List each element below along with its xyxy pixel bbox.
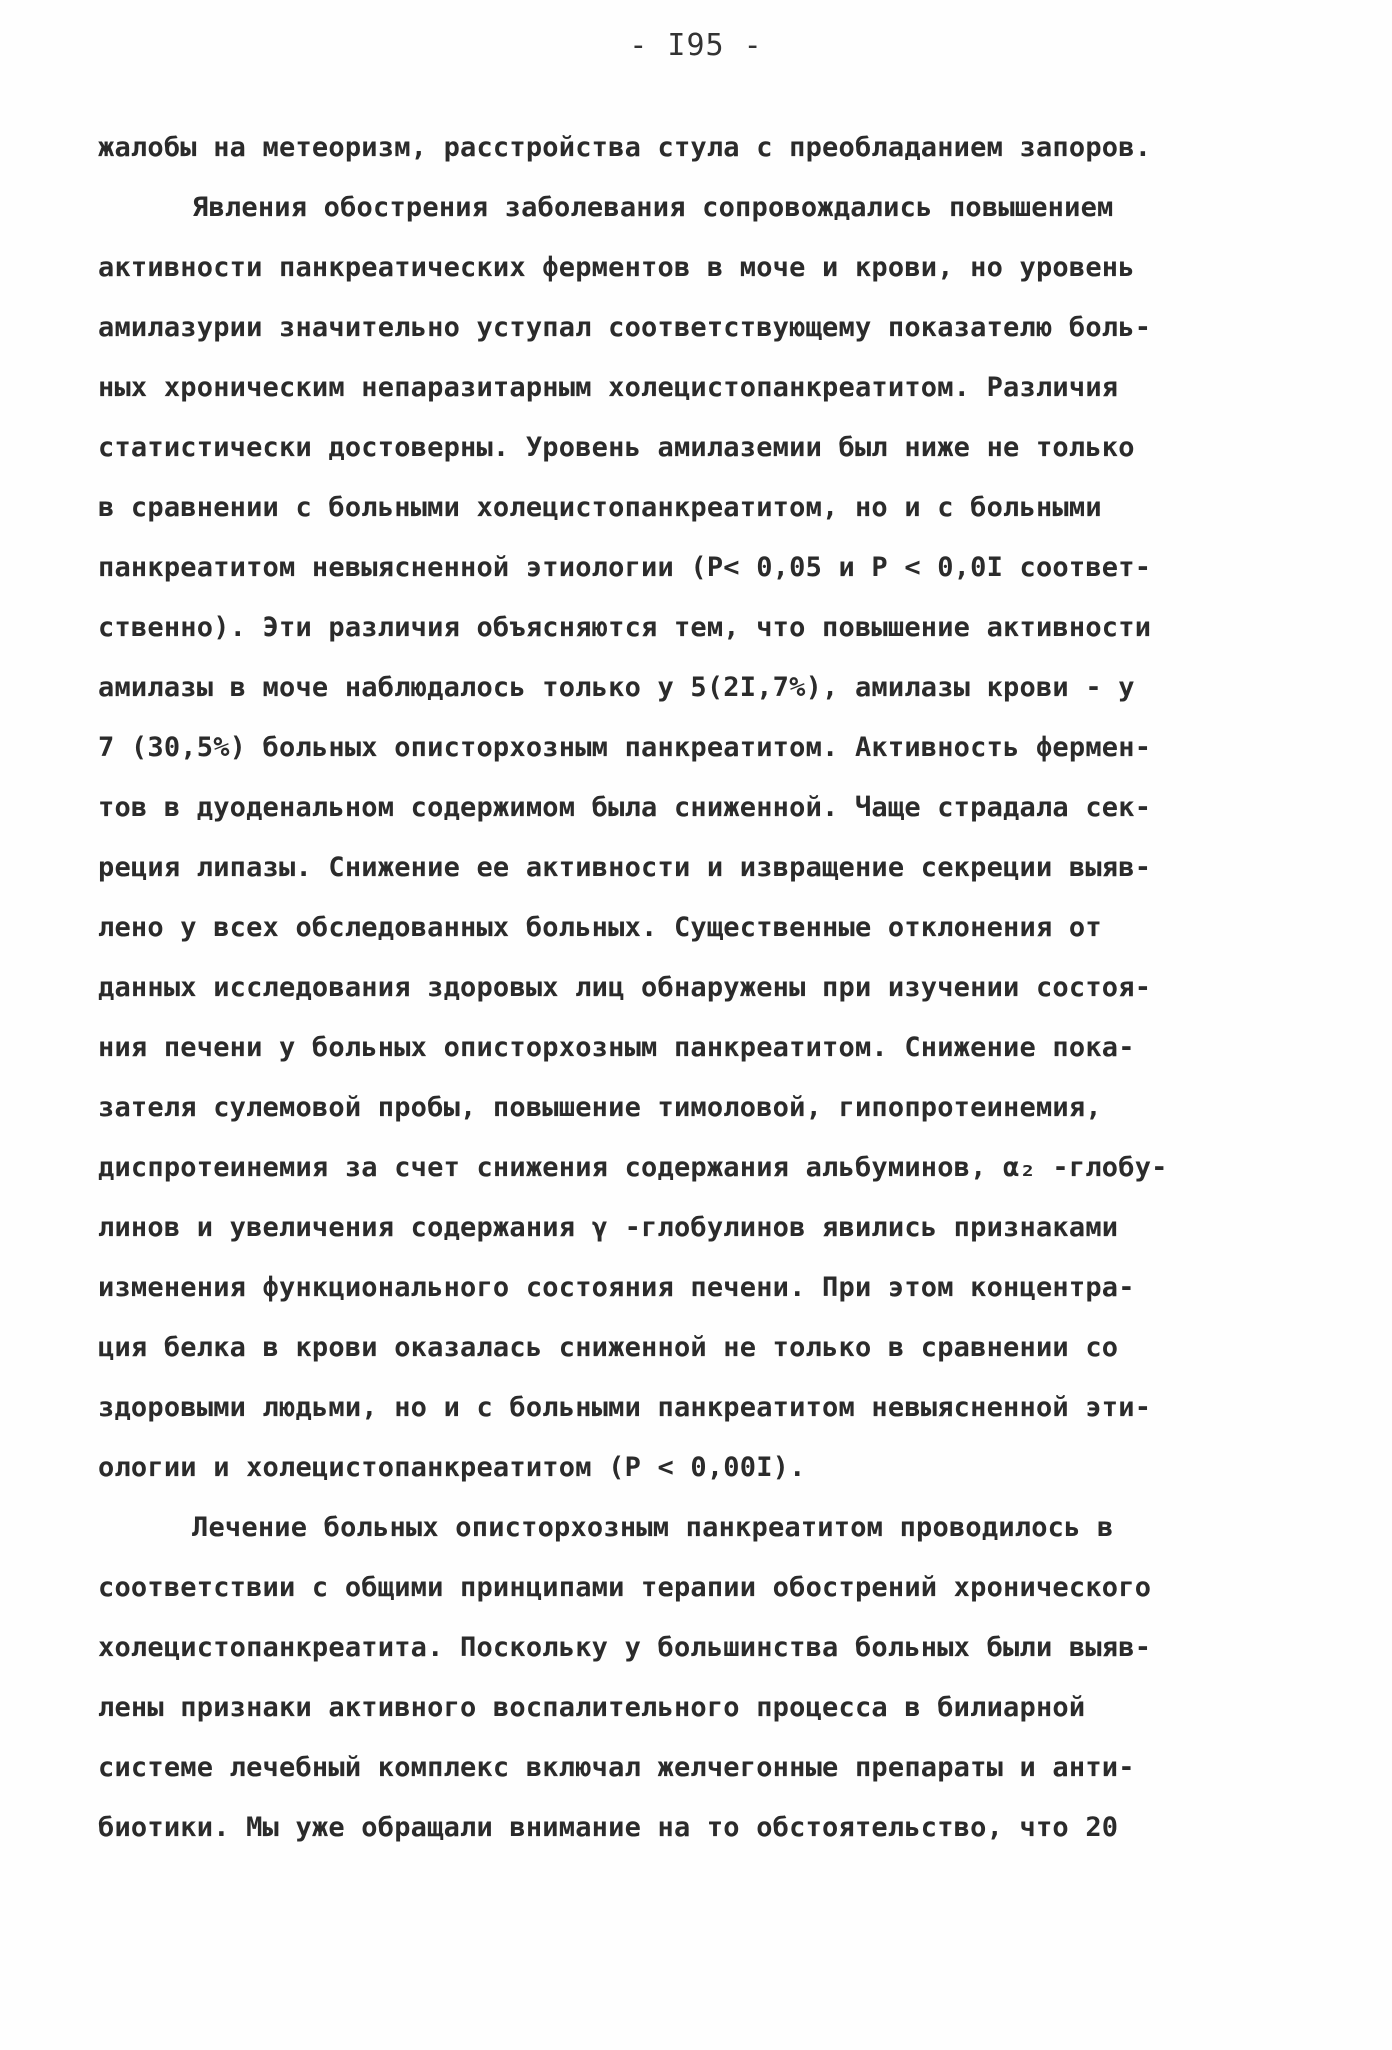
text-line: активности панкреатических ферментов в моче и крови, но уровень bbox=[98, 252, 1135, 283]
text-line: биотики. Мы уже обращали внимание на то обстоятельство, что 20 bbox=[98, 1812, 1119, 1843]
text-line: лены признаки активного воспалительного процесса в билиарной bbox=[98, 1692, 1086, 1723]
body-text bbox=[98, 118, 1308, 1858]
text-line: панкреатитом невыясненной этиологии (P< 0,05 и P < 0,0I соответ- bbox=[98, 552, 1152, 583]
text-line: ных хроническим непаразитарным холецистопанкреатитом. Различия bbox=[98, 372, 1119, 403]
paragraph-first-line: Явления обострения заболевания сопровождались повышением bbox=[192, 192, 1114, 223]
text-line: данных исследования здоровых лиц обнаружены при изучении состоя- bbox=[98, 972, 1152, 1003]
text-line: 7 (30,5%) больных описторхозным панкреатитом. Активность фермен- bbox=[98, 732, 1152, 763]
text-line: ния печени у больных описторхозным панкреатитом. Снижение пока- bbox=[98, 1032, 1135, 1063]
text-line: лено у всех обследованных больных. Существенные отклонения от bbox=[98, 912, 1102, 943]
text-line: системе лечебный комплекс включал желчегонные препараты и анти- bbox=[98, 1752, 1135, 1783]
text-line: амилазы в моче наблюдалось только у 5(2I,7%), амилазы крови - у bbox=[98, 672, 1135, 703]
text-line: изменения функционального состояния печени. При этом концентра- bbox=[98, 1272, 1135, 1303]
text-line: соответствии с общими принципами терапии обострений хронического bbox=[98, 1572, 1152, 1603]
text-line: статистически достоверны. Уровень амилаземии был ниже не только bbox=[98, 432, 1135, 463]
text-line: ологии и холецистопанкреатитом (P < 0,00I). bbox=[98, 1452, 806, 1483]
text-line: зателя сулемовой пробы, повышение тимоловой, гипопротеинемия, bbox=[98, 1092, 1102, 1123]
text-line: холецистопанкреатита. Поскольку у большинства больных были выяв- bbox=[98, 1632, 1152, 1663]
text-line: тов в дуоденальном содержимом была сниженной. Чаще страдала сек- bbox=[98, 792, 1152, 823]
text-line: амилазурии значительно уступал соответствующему показателю боль- bbox=[98, 312, 1152, 343]
text-line: ственно). Эти различия объясняются тем, что повышение активности bbox=[98, 612, 1152, 643]
text-line: ция белка в крови оказалась сниженной не только в сравнении со bbox=[98, 1332, 1119, 1363]
text-line: здоровыми людьми, но и с больными панкреатитом невыясненной эти- bbox=[98, 1392, 1152, 1423]
text-line: реция липазы. Снижение ее активности и извращение секреции выяв- bbox=[98, 852, 1152, 883]
paragraph-first-line: Лечение больных описторхозным панкреатитом проводилось в bbox=[192, 1512, 1114, 1543]
page-number: - I95 - bbox=[629, 28, 763, 63]
text-line: линов и увеличения содержания γ -глобулинов явились признаками bbox=[98, 1212, 1119, 1243]
text-line: диспротеинемия за счет снижения содержания альбуминов, α₂ -глобу- bbox=[98, 1152, 1168, 1183]
text-line: жалобы на метеоризм, расстройства стула с преобладанием запоров. bbox=[98, 132, 1152, 163]
text-line: в сравнении с больными холецистопанкреатитом, но и с больными bbox=[98, 492, 1102, 523]
